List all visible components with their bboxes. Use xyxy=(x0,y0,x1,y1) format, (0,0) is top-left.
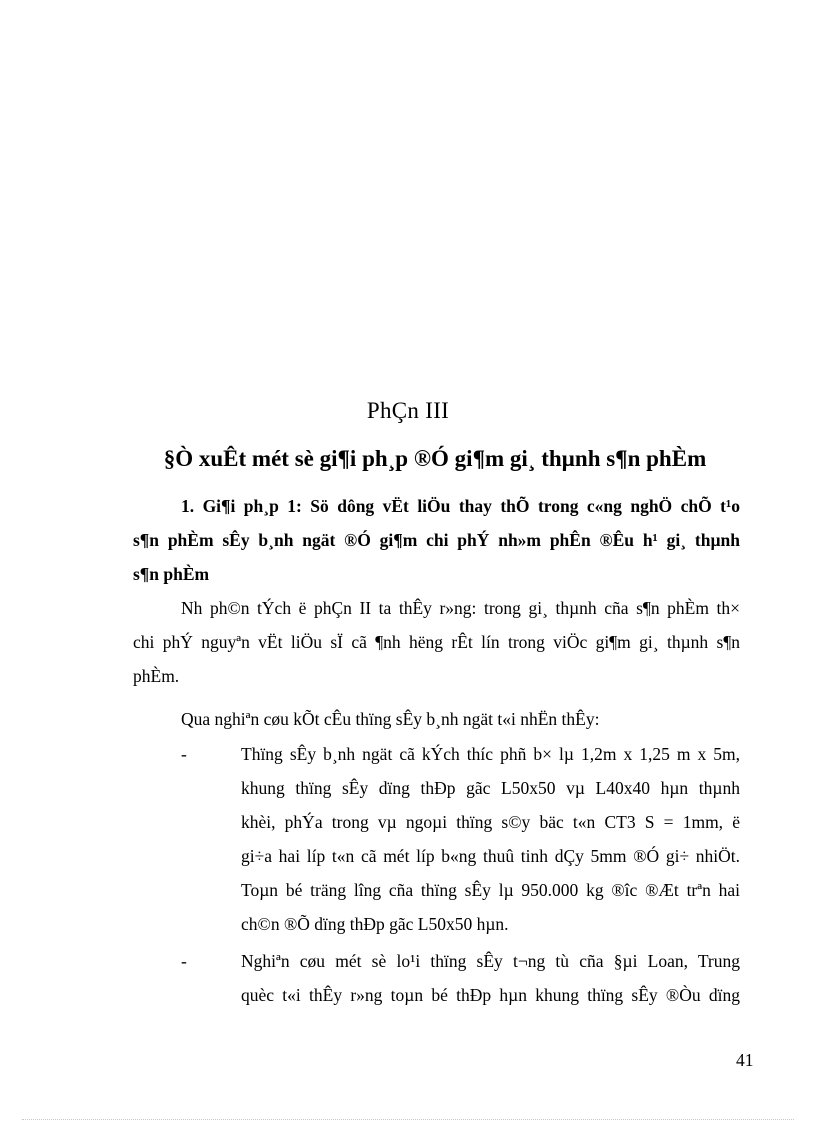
page-number: 41 xyxy=(736,1050,754,1070)
bullet-line: ch©n ®Õ dïng thÐp gãc L50x50 hµn. xyxy=(241,914,509,934)
paragraph-research xyxy=(133,702,740,736)
bullet-line: khung thïng sÊy dïng thÐp gãc L50x50 vµ L40x40 hµn thµnh xyxy=(241,778,740,798)
paragraph-analysis xyxy=(133,591,740,693)
bullet-text xyxy=(241,737,740,941)
bullet-line: Toµn bé träng lîng cña thïng sÊy lµ 950.000 kg ®îc ®Æt trªn hai xyxy=(241,880,740,900)
section-heading-line: 1. Gi¶i ph¸p 1: Sö dông vËt liÖu thay thÕ trong c«ng nghÖ chÕ t¹o xyxy=(181,496,740,516)
footer-divider xyxy=(22,1119,794,1120)
section-heading-line: s¶n phÈm xyxy=(133,564,210,584)
paragraph-line: phÈm. xyxy=(133,666,180,686)
bullet-line: Nghiªn cøu mét sè lo¹i thïng sÊy t¬ng tù cña §µi Loan, Trung xyxy=(241,951,740,971)
section-heading xyxy=(133,489,740,591)
bullet-dash: - xyxy=(181,744,187,764)
section-heading-line: s¶n phÈm sÊy b¸nh ngät ®Ó gi¶m chi phÝ nh»m phÊn ®Êu h¹ gi¸ thµnh xyxy=(133,530,740,550)
bullet-item xyxy=(133,944,740,1012)
bullet-line: gi÷a hai líp t«n cã mét líp b«ng thuû tinh dÇy 5mm ®Ó gi÷ nhiÖt. xyxy=(241,846,740,866)
bullet-dash: - xyxy=(181,951,187,971)
paragraph-line: Nh ph©n tÝch ë phÇn II ta thÊy r»ng: trong gi¸ thµnh cña s¶n phÈm th× xyxy=(181,598,740,618)
part-title: PhÇn III xyxy=(366,398,450,423)
bullet-line: khèi, phÝa trong vµ ngoµi thïng s©y bäc t«n CT3 S = 1mm, ë xyxy=(241,812,740,832)
paragraph-line: chi phÝ nguyªn vËt liÖu sÏ cã ¶nh hëng rÊt lín trong viÖc gi¶m gi¸ thµnh s¶n xyxy=(133,632,740,652)
bullet-line: Thïng sÊy b¸nh ngät cã kÝch thíc phñ b× lµ 1,2m x 1,25 m x 5m, xyxy=(241,744,740,764)
paragraph-line: Qua nghiªn cøu kÕt cÊu thïng sÊy b¸nh ngät t«i nhËn thÊy: xyxy=(181,709,600,729)
bullet-line: quèc t«i thÊy r»ng toµn bé thÐp hµn khung thïng sÊy ®Òu dïng xyxy=(241,985,740,1005)
bullet-text xyxy=(241,944,740,1012)
chapter-title: §Ò xuÊt mét sè gi¶i ph¸p ®Ó gi¶m gi¸ thµnh s¶n phÈm xyxy=(163,446,707,471)
bullet-item xyxy=(133,737,740,941)
